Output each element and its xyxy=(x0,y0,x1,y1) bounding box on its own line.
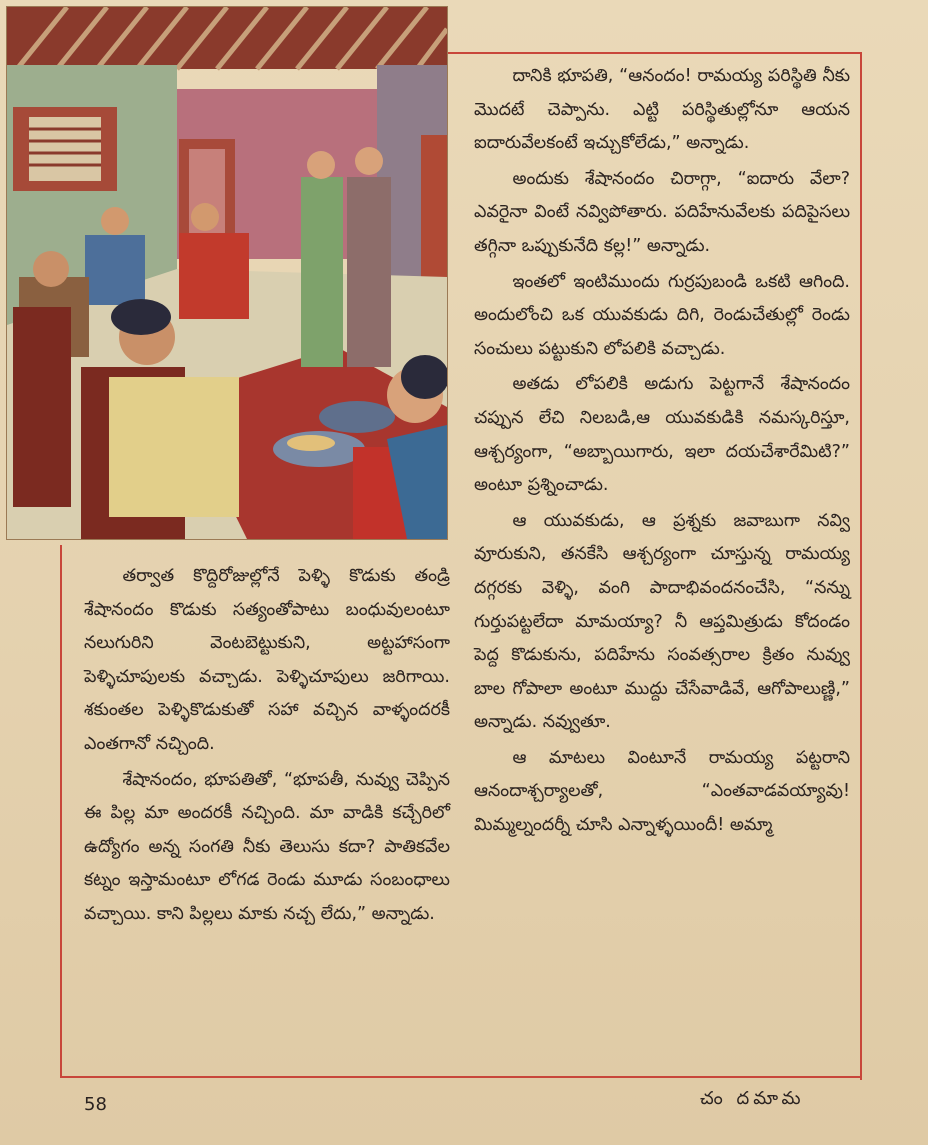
frame-bottom-line xyxy=(60,1076,862,1078)
paragraph: తర్వాత కొద్దిరోజుల్లోనే పెళ్ళి కొడుకు తండ్రి శేషానందం కొడుకు సత్యంతోపాటు బంధువులంటూ నలుగురిని వెంటబెట్టుకుని, అట్టహాసంగా పెళ్ళిచూపులకు వచ్చాడు. పెళ్ళిచూపులు జరిగాయి. శకుంతల పెళ్ళికొడుకుతో సహా వచ్చిన వాళ్ళందరకీ ఎంతగానో నచ్చింది. xyxy=(84,566,450,754)
frame-right-line xyxy=(860,52,862,1080)
paragraph: అతడు లోపలికి అడుగు పెట్టగానే శేషానందం చప్పున లేచి నిలబడి,ఆ యువకుడికి నమస్కరిస్తూ, ఆశ్చర్యంగా, “అబ్బాయిగారు, ఇలా దయచేశారేమిటి?” అంటూ ప్రశ్నించాడు. xyxy=(474,374,850,496)
left-text-column xyxy=(84,560,450,934)
paragraph: అందుకు శేషానందం చిరాగ్గా, “ఐదారు వేలా? ఎవరైనా వింటే నవ్విపోతారు. పదిహేనువేలకు పదిపైసలు తగ్గినా ఒప్పుకునేది కల్ల!” అన్నాడు. xyxy=(474,168,850,256)
story-illustration xyxy=(6,6,448,540)
family-meeting-illustration-icon xyxy=(7,7,447,539)
frame-left-line xyxy=(60,545,62,1078)
right-text-column xyxy=(474,60,850,845)
paragraph: ఇంతలో ఇంటిముందు గుర్రపుబండి ఒకటి ఆగింది. అందులోంచి ఒక యువకుడు దిగి, రెండుచేతుల్లో రెండు సంచులు పట్టుకుని లోపలికి వచ్చాడు. xyxy=(474,271,850,359)
frame-top-line xyxy=(448,52,862,54)
page-number: 58 xyxy=(84,1094,107,1115)
magazine-name: చం దమామ xyxy=(700,1088,805,1109)
paragraph: శేషానందం, భూపతితో, “భూపతీ, నువ్వు చెప్పిన ఈ పిల్ల మా అందరకీ నచ్చింది. మా వాడికి కచ్చేరిలో ఉద్యోగం అన్న సంగతి నీకు తెలుసు కదా? పాతికవేల కట్నం ఇస్తామంటూ లోగడ రెండు మూడు సంబంధాలు వచ్చాయి. కాని పిల్లలు మాకు నచ్చ లేదు,” అన్నాడు. xyxy=(84,769,450,924)
paragraph: ఆ మాటలు వింటూనే రామయ్య పట్టరాని ఆనందాశ్చర్యాలతో, “ఎంతవాడవయ్యావు! మిమ్మల్నందర్నీ చూసి ఎన్నాళ్ళయిందీ! అమ్మా xyxy=(474,747,850,836)
paragraph: దానికి భూపతి, “ఆనందం! రామయ్య పరిస్థితి నీకు మొదటే చెప్పాను. ఎట్టి పరిస్థితుల్లోనూ ఆయన ఐదారువేలకంటే ఇచ్చుకోలేడు,” అన్నాడు. xyxy=(474,66,850,154)
paragraph: ఆ యువకుడు, ఆ ప్రశ్నకు జవాబుగా నవ్వి వూరుకుని, తనకేసి ఆశ్చర్యంగా చూస్తున్న రామయ్య దగ్గరకు వెళ్ళి, వంగి పాదాభివందనంచేసి, “నన్ను గుర్తుపట్టలేదా మామయ్యా? నీ ఆప్తమిత్రుడు కోదండం పెద్ద కొడుకును, పదిహేను సంవత్సరాల క్రితం నువ్వు బాల గోపాలా అంటూ ముద్దు చేసేవాడివే, ఆగోపాలుణ్ణి,” అన్నాడు. నవ్వుతూ. xyxy=(474,510,850,733)
